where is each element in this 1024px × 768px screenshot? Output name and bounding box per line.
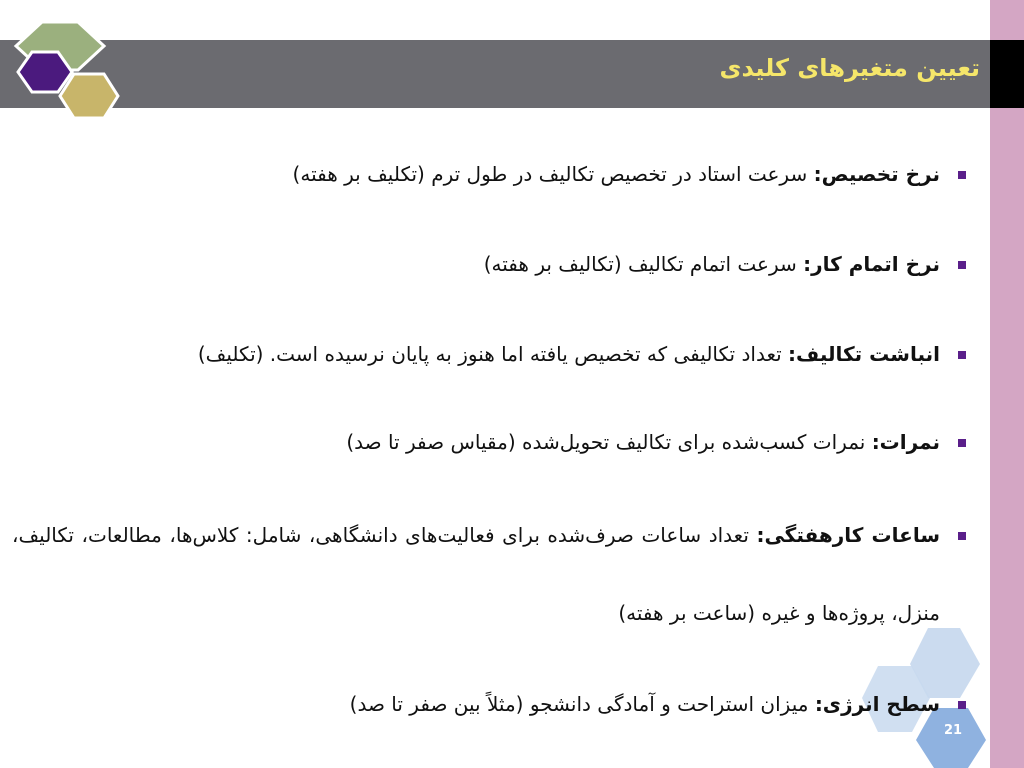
list-item xyxy=(12,250,970,278)
square-bullet-icon xyxy=(958,439,966,447)
term: سطح انرژی: xyxy=(814,692,940,716)
term: نرخ تخصیص: xyxy=(813,162,940,186)
definition: نمرات کسب‌شده برای تکالیف تحویل‌شده (مقیاس صفر تا صد) xyxy=(346,430,872,454)
list-item xyxy=(12,340,970,368)
definition: میزان استراحت و آمادگی دانشجو (مثلاً بین صفر تا صد) xyxy=(349,692,815,716)
square-bullet-icon xyxy=(958,261,966,269)
list-item xyxy=(12,160,970,188)
title-bar-black-end xyxy=(990,40,1024,108)
definition: تعداد ساعات صرف‌شده برای فعالیت‌های دانشگاهی، شامل: کلاس‌ها، مطالعات، تکالیف، منزل، پروژه‌ها و غیره (ساعت بر هفته) xyxy=(12,523,940,625)
page-number: 21 xyxy=(944,723,963,738)
list-item xyxy=(12,496,970,652)
term: انباشت تکالیف: xyxy=(788,342,940,366)
definition: سرعت استاد در تخصیص تکالیف در طول ترم (تکلیف بر هفته) xyxy=(292,162,814,186)
square-bullet-icon xyxy=(958,351,966,359)
square-bullet-icon xyxy=(958,171,966,179)
slide-title: تعیین متغیرهای کلیدی xyxy=(719,54,980,82)
list-item xyxy=(12,690,970,718)
definition: سرعت اتمام تکالیف (تکالیف بر هفته) xyxy=(483,252,804,276)
square-bullet-icon xyxy=(958,701,966,709)
bullet-list xyxy=(12,0,970,768)
list-item xyxy=(12,428,970,456)
term: نمرات: xyxy=(871,430,940,454)
term: ساعات کارهفتگی: xyxy=(756,523,940,547)
definition: تعداد تکالیفی که تخصیص یافته اما هنوز به پایان نرسیده است. (تکلیف) xyxy=(197,342,789,366)
square-bullet-icon xyxy=(958,532,966,540)
term: نرخ اتمام کار: xyxy=(803,252,940,276)
